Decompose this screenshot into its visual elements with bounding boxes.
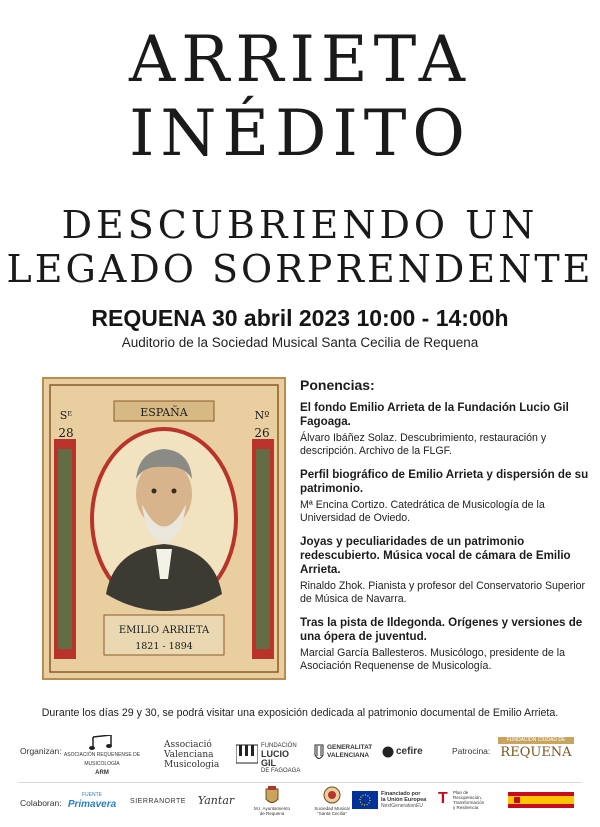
exhibition-note: Durante los días 29 y 30, se podrá visitar una exposición dedicada al patrimonio documental de Emilio Arrieta.	[41, 707, 559, 719]
prtr-line-2: Recuperación,	[453, 795, 483, 800]
eu-line-1: Financiado por	[381, 791, 421, 797]
arm-name: ASOCIACIÓN REQUENENSE DE MUSICOLOGÍA	[63, 752, 141, 767]
card-number-label: Nº	[254, 409, 270, 422]
talk-title: Perfil biográfico de Emilio Arrieta y dispersión de su patrimonio.	[300, 468, 589, 495]
portrait-card	[42, 377, 286, 680]
avm-line-2: Valenciana	[164, 750, 214, 760]
talk-speaker: Rinaldo Zhok. Pianista y profesor del Conservatorio Superior de Música de Navarra.	[300, 580, 585, 605]
flgf-line-2: LUCIO GIL	[261, 749, 289, 768]
requena-name: REQUENA	[500, 745, 572, 760]
gva-crest-icon	[314, 744, 324, 762]
yantar-logo	[194, 795, 238, 807]
flgf-line-3: DE FAGOAGA	[261, 768, 301, 774]
requena-logo	[498, 737, 574, 762]
talk-title: Tras la pista de Ildegonda. Orígenes y versiones de una ópera de juventud.	[300, 616, 583, 643]
cefire-name: cefire	[396, 746, 423, 757]
primavera-line-2: Primavera	[67, 799, 117, 810]
arm-logo	[62, 735, 142, 778]
avm-line-1: Associació	[164, 740, 212, 750]
ayuntamiento-logo	[242, 786, 302, 816]
collaborators-label: Colaboran:	[20, 798, 62, 808]
gva-line-1: GENERALITAT	[327, 744, 373, 751]
title-line-2: INÉDITO	[129, 97, 471, 171]
talk-title: Joyas y peculiaridades de un patrimonio redescubierto. Música vocal de cámara de Emilio Arrieta.	[300, 535, 571, 576]
requena-banner: FUNDACIÓN CIUDAD DE	[498, 737, 574, 744]
avm-logo	[164, 740, 226, 770]
card-country: ESPAÑA	[140, 406, 188, 419]
prtr-line-3: Transformación	[453, 800, 485, 805]
card-name: EMILIO ARRIETA	[118, 625, 210, 636]
spain-government-logo	[506, 792, 576, 808]
gva-logo	[314, 744, 374, 760]
cefire-icon	[382, 746, 394, 758]
talk-item	[300, 535, 590, 606]
arm-short: ARM	[95, 770, 109, 776]
town-crest-icon	[264, 786, 280, 806]
gva-line-2: VALENCIANA	[327, 752, 370, 759]
card-number-value: 26	[254, 426, 270, 440]
talk-item	[300, 616, 590, 673]
talk-speaker: Álvaro Ibáñez Solaz. Descubrimiento, restauración y descripción. Archivo de la FLGF.	[300, 432, 547, 457]
talk-speaker: Mª Encina Cortizo. Catedrática de Musicología de la Universidad de Oviedo.	[300, 499, 545, 524]
event-venue: Auditorio de la Sociedad Musical Santa Cecilia de Requena	[121, 335, 479, 350]
yantar-name: Yantar	[197, 794, 235, 807]
card-series-number: 28	[58, 426, 74, 440]
ayto-line-1: M.I. Ayuntamiento	[254, 806, 290, 811]
sierra-name: SIERRANORTE	[130, 798, 186, 805]
piano-keys-icon	[236, 743, 258, 765]
card-series-label: Sᴱ	[59, 409, 73, 422]
prtr-mark-icon: T	[438, 790, 448, 807]
sierra-norte-logo	[128, 797, 188, 806]
eu-funding-logo	[352, 791, 452, 809]
footer-divider	[18, 782, 582, 783]
title-line-1: ARRIETA	[129, 23, 471, 97]
talks-heading: Ponencias:	[300, 377, 375, 393]
prtr-logo	[438, 790, 502, 810]
avm-line-3: Musicologia	[164, 760, 220, 770]
fuente-primavera-logo	[66, 791, 118, 809]
spain-flag-icon	[508, 792, 574, 808]
socmus-line-2: "Santa Cecilia"	[317, 811, 347, 816]
event-date: REQUENA 30 abril 2023 10:00 - 14:00h	[91, 305, 509, 331]
portrait-illustration	[44, 379, 284, 678]
talk-title: El fondo Emilio Arrieta de la Fundación Lucio Gil Fagoaga.	[300, 401, 569, 428]
eu-line-3: NextGenerationEU	[381, 803, 423, 809]
sponsor-label: Patrocina:	[452, 746, 491, 756]
talk-speaker: Marcial García Ballesteros. Musicólogo, presidente de la Asociación Requenense de Musicología.	[300, 647, 565, 672]
talks-section	[300, 377, 590, 683]
flgf-line-1: FUNDACIÓN	[261, 743, 297, 749]
flgf-logo	[236, 743, 306, 775]
subtitle-line-1: DESCUBRIENDO UN	[61, 203, 539, 247]
subtitle-line-2: LEGADO SORPRENDENTE	[6, 247, 594, 291]
primavera-line-1: FUENTE	[82, 792, 102, 798]
society-emblem-icon	[323, 786, 341, 806]
card-years: 1821 - 1894	[135, 641, 193, 652]
cefire-logo	[382, 745, 428, 758]
talk-item	[300, 468, 590, 525]
ayto-line-2: de Requena	[259, 811, 285, 816]
music-notes-icon	[89, 735, 115, 751]
eu-flag-icon	[352, 791, 378, 809]
talk-item	[300, 401, 590, 458]
eu-line-2: la Unión Europea	[381, 797, 427, 803]
prtr-line-4: y Resiliencia	[453, 805, 479, 810]
socmus-line-1: Sociedad Musical	[314, 806, 350, 811]
organizers-label: Organizan:	[20, 746, 62, 756]
prtr-line-1: Plan de	[453, 790, 469, 795]
